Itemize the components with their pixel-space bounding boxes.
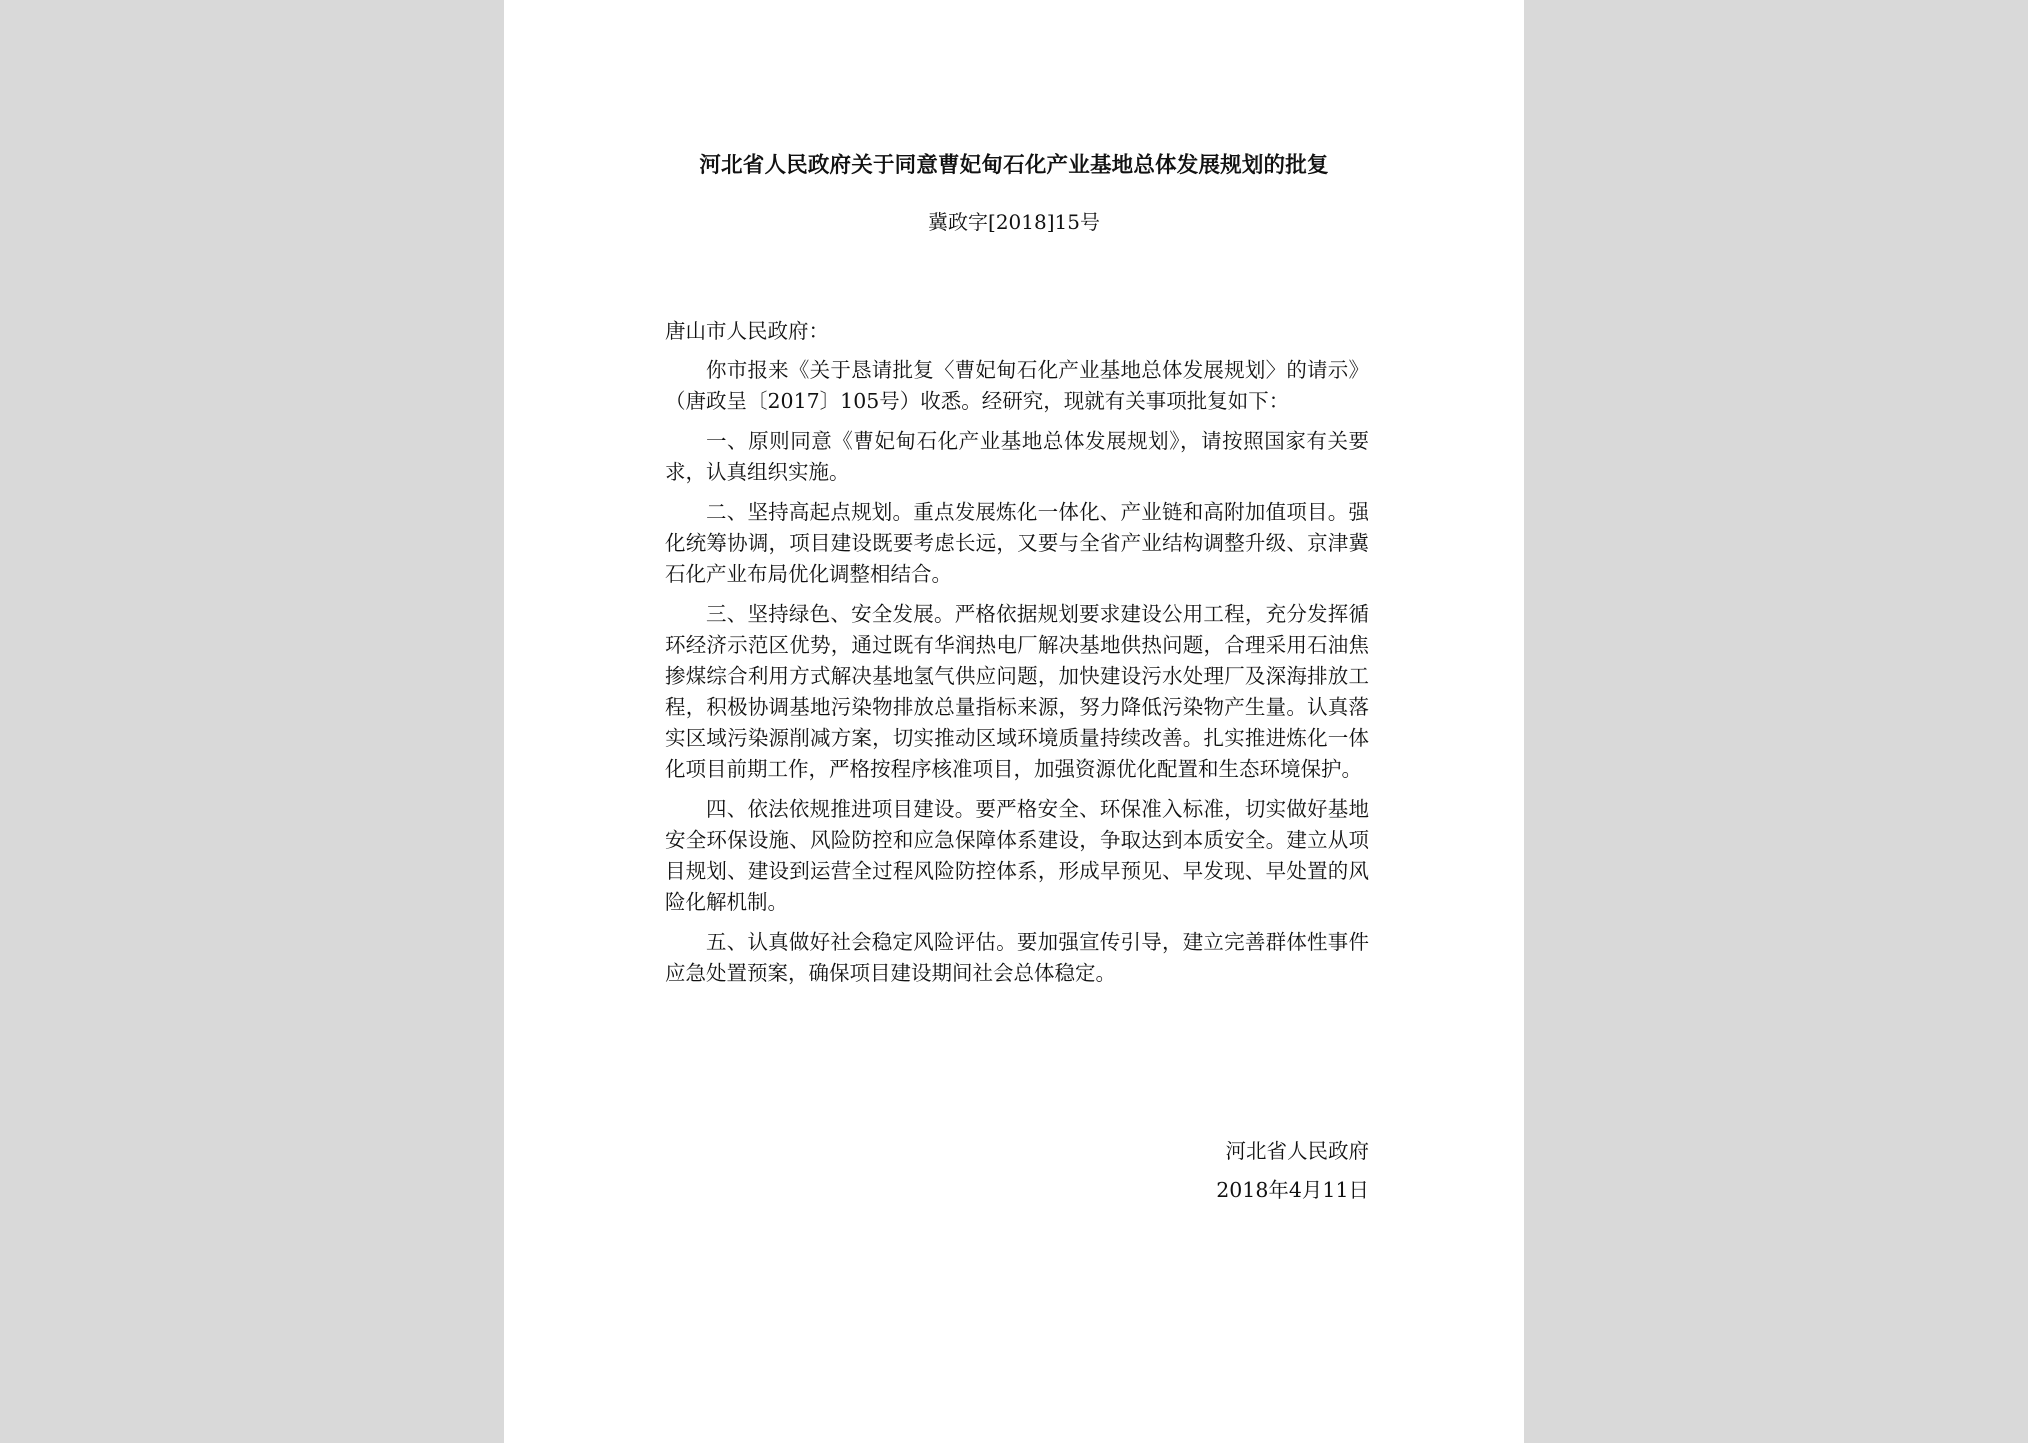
paragraph-item-4: 四、依法依规推进项目建设。要严格安全、环保准入标准，切实做好基地安全环保设施、风险防控和应急保障体系建设，争取达到本质安全。建立从项目规划、建设到运营全过程风险防控体系，形成早预见、早发现、早处置的风险化解机制。 xyxy=(665,797,1369,914)
document-body xyxy=(665,316,1369,998)
signature-block xyxy=(1216,1132,1369,1210)
paragraph-item-2: 二、坚持高起点规划。重点发展炼化一体化、产业链和高附加值项目。强化统筹协调，项目建设既要考虑长远，又要与全省产业结构调整升级、京津冀石化产业布局优化调整相结合。 xyxy=(665,500,1369,586)
document-page xyxy=(504,0,1524,1443)
paragraph-intro: 你市报来《关于恳请批复〈曹妃甸石化产业基地总体发展规划〉的请示》（唐政呈〔2017〕105号）收悉。经研究，现就有关事项批复如下： xyxy=(665,358,1369,413)
paragraph-item-1: 一、原则同意《曹妃甸石化产业基地总体发展规划》，请按照国家有关要求，认真组织实施。 xyxy=(665,429,1369,484)
addressee: 唐山市人民政府： xyxy=(665,319,829,343)
paragraph-item-3: 三、坚持绿色、安全发展。严格依据规划要求建设公用工程，充分发挥循环经济示范区优势，通过既有华润热电厂解决基地供热问题，合理采用石油焦掺煤综合利用方式解决基地氢气供应问题，加快建设污水处理厂及深海排放工程，积极协调基地污染物排放总量指标来源，努力降低污染物产生量。认真落实区域污染源削减方案，切实推动区域环境质量持续改善。扎实推进炼化一体化项目前期工作，严格按程序核准项目，加强资源优化配置和生态环境保护。 xyxy=(665,602,1369,781)
signature-issuer: 河北省人民政府 xyxy=(1225,1139,1369,1163)
document-number: 冀政字[2018]15号 xyxy=(928,210,1100,234)
paragraph-item-5: 五、认真做好社会稳定风险评估。要加强宣传引导，建立完善群体性事件应急处置预案，确保项目建设期间社会总体稳定。 xyxy=(665,930,1369,985)
signature-date: 2018年4月11日 xyxy=(1216,1178,1369,1202)
document-title: 河北省人民政府关于同意曹妃甸石化产业基地总体发展规划的批复 xyxy=(699,153,1329,178)
